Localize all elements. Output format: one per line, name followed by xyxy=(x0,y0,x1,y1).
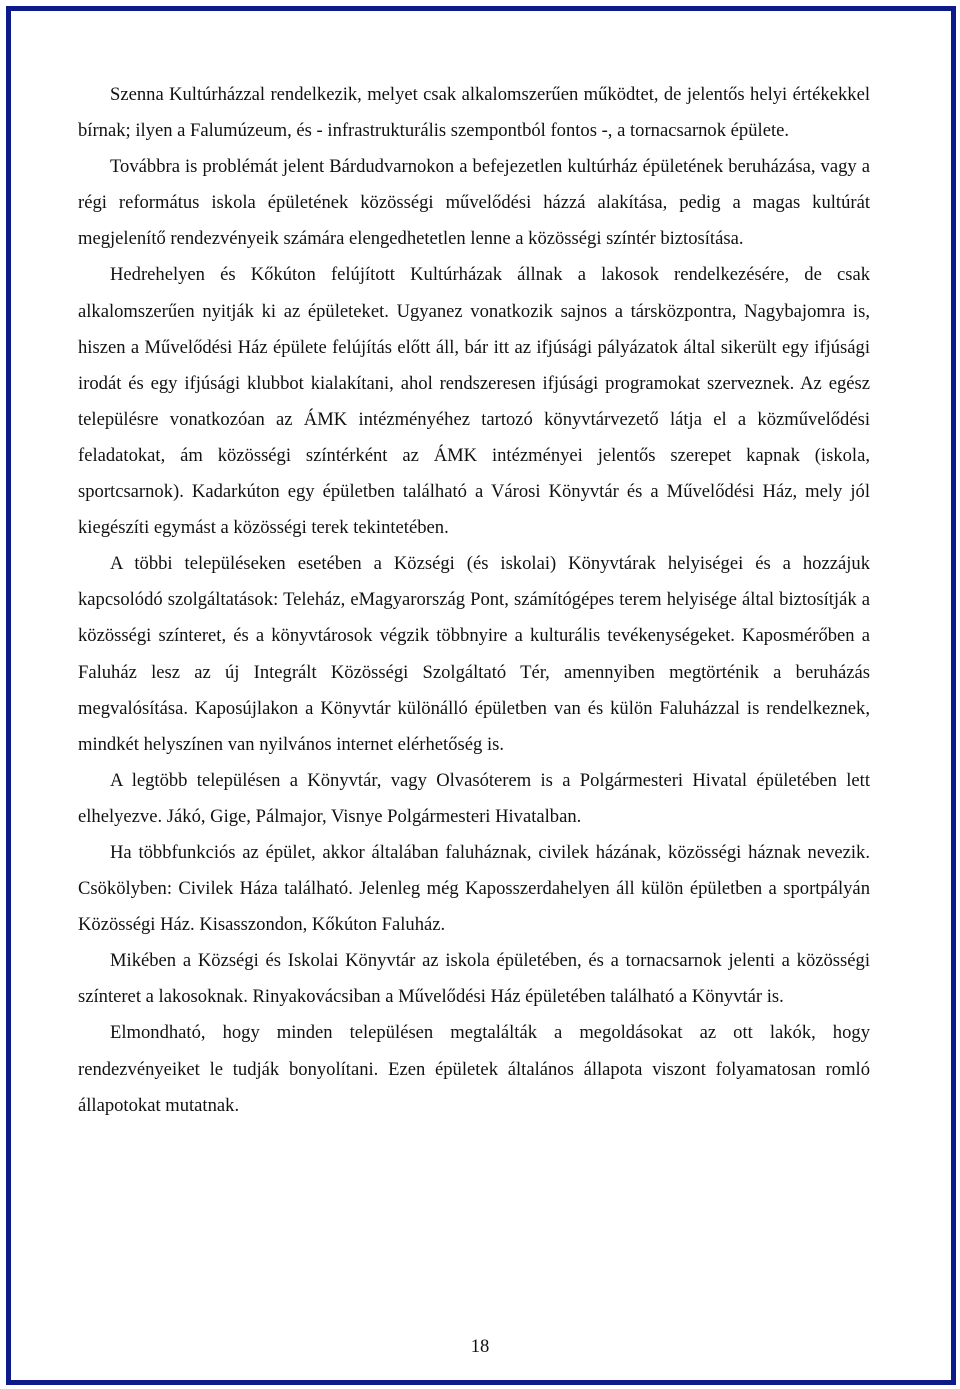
paragraph-1: Szenna Kultúrházzal rendelkezik, melyet csak alkalomszerűen működtet, de jelentős helyi értékekkel bírnak; ilyen a Falumúzeum, és - infrastrukturális szempontból fontos -, a tornacsarnok épülete. xyxy=(78,84,870,142)
paragraph-2: Továbbra is problémát jelent Bárdudvarnokon a befejezetlen kultúrház épületének beruházása, vagy a régi református iskola épületének közösségi művelődési házzá alakítása, pedig a magas kultúrát megjelenítő rendezvényeik számára elengedhetetlen lenne a közösségi színtér biztosítása. xyxy=(78,156,870,250)
paragraph-6: Ha többfunkciós az épület, akkor általában faluháznak, civilek házának, közösségi háznak nevezik. Csökölyben: Civilek Háza található. Jelenleg még Kaposszerdahelyen áll külön épületben a sportpályán Közösségi Ház. Kisasszondon, Kőkúton Faluház. xyxy=(78,841,870,936)
paragraph-3: Hedrehelyen és Kőkúton felújított Kultúrházak állnak a lakosok rendelkezésére, de csak alkalomszerűen nyitják ki az épületeket. Ugyanez vonatkozik sajnos a társközpontra, Nagybajomra is, hiszen a Művelődési Ház épülete felújítás előtt áll, bár itt az ifjúsági pályázatok által sikerült egy ifjúsági irodát és egy ifjúsági klubbot kialakítani, ahol rendszeresen ifjúsági programokat szerveznek. Az egész településre vonatkozóan az ÁMK intézményéhez tartozó könyvtárvezető látja el a közművelődési feladatokat, ám közösségi színtérként az ÁMK intézményei jelentős szerepet kapnak (iskola, sportcsarnok). Kadarkúton egy épületben található a Városi Könyvtár és a Művelődési Ház, mely jól kiegészíti egymást a közösségi terek tekintetében. xyxy=(78,264,870,539)
document-body xyxy=(78,77,870,1124)
page-number: 18 xyxy=(470,1336,490,1357)
paragraph-7: Mikében a Községi és Iskolai Könyvtár az iskola épületében, és a tornacsarnok jelenti a közösségi színteret a lakosoknak. Rinyakovácsiban a Művelődési Ház épületében található a Könyvtár is. xyxy=(78,950,870,1008)
paragraph-5: A legtöbb településen a Könyvtár, vagy Olvasóterem is a Polgármesteri Hivatal épületében lett elhelyezve. Jákó, Gige, Pálmajor, Visnye Polgármesteri Hivatalban. xyxy=(78,769,870,827)
paragraph-4: A többi településeken esetében a Községi (és iskolai) Könyvtárak helyiségei és a hozzájuk kapcsolódó szolgáltatások: Teleház, eMagyarország Pont, számítógépes terem helyisége által biztosítják a közösségi színteret, és a könyvtárosok végzik többnyire a kulturális tevékenységeket. Kaposmérőben a Faluház lesz az új Integrált Közösségi Szolgáltató Tér, amennyiben megtörténik a beruházás megvalósítása. Kaposújlakon a Könyvtár különálló épületben van és külön Faluházzal is rendelkeznek, mindkét helyszínen van nyilvános internet elérhetőség is. xyxy=(78,553,870,755)
paragraph-8: Elmondható, hogy minden településen megtalálták a megoldásokat az ott lakók, hogy rendezvényeiket le tudják bonyolítani. Ezen épületek általános állapota viszont folyamatosan romló állapotokat mutatnak. xyxy=(78,1022,870,1116)
